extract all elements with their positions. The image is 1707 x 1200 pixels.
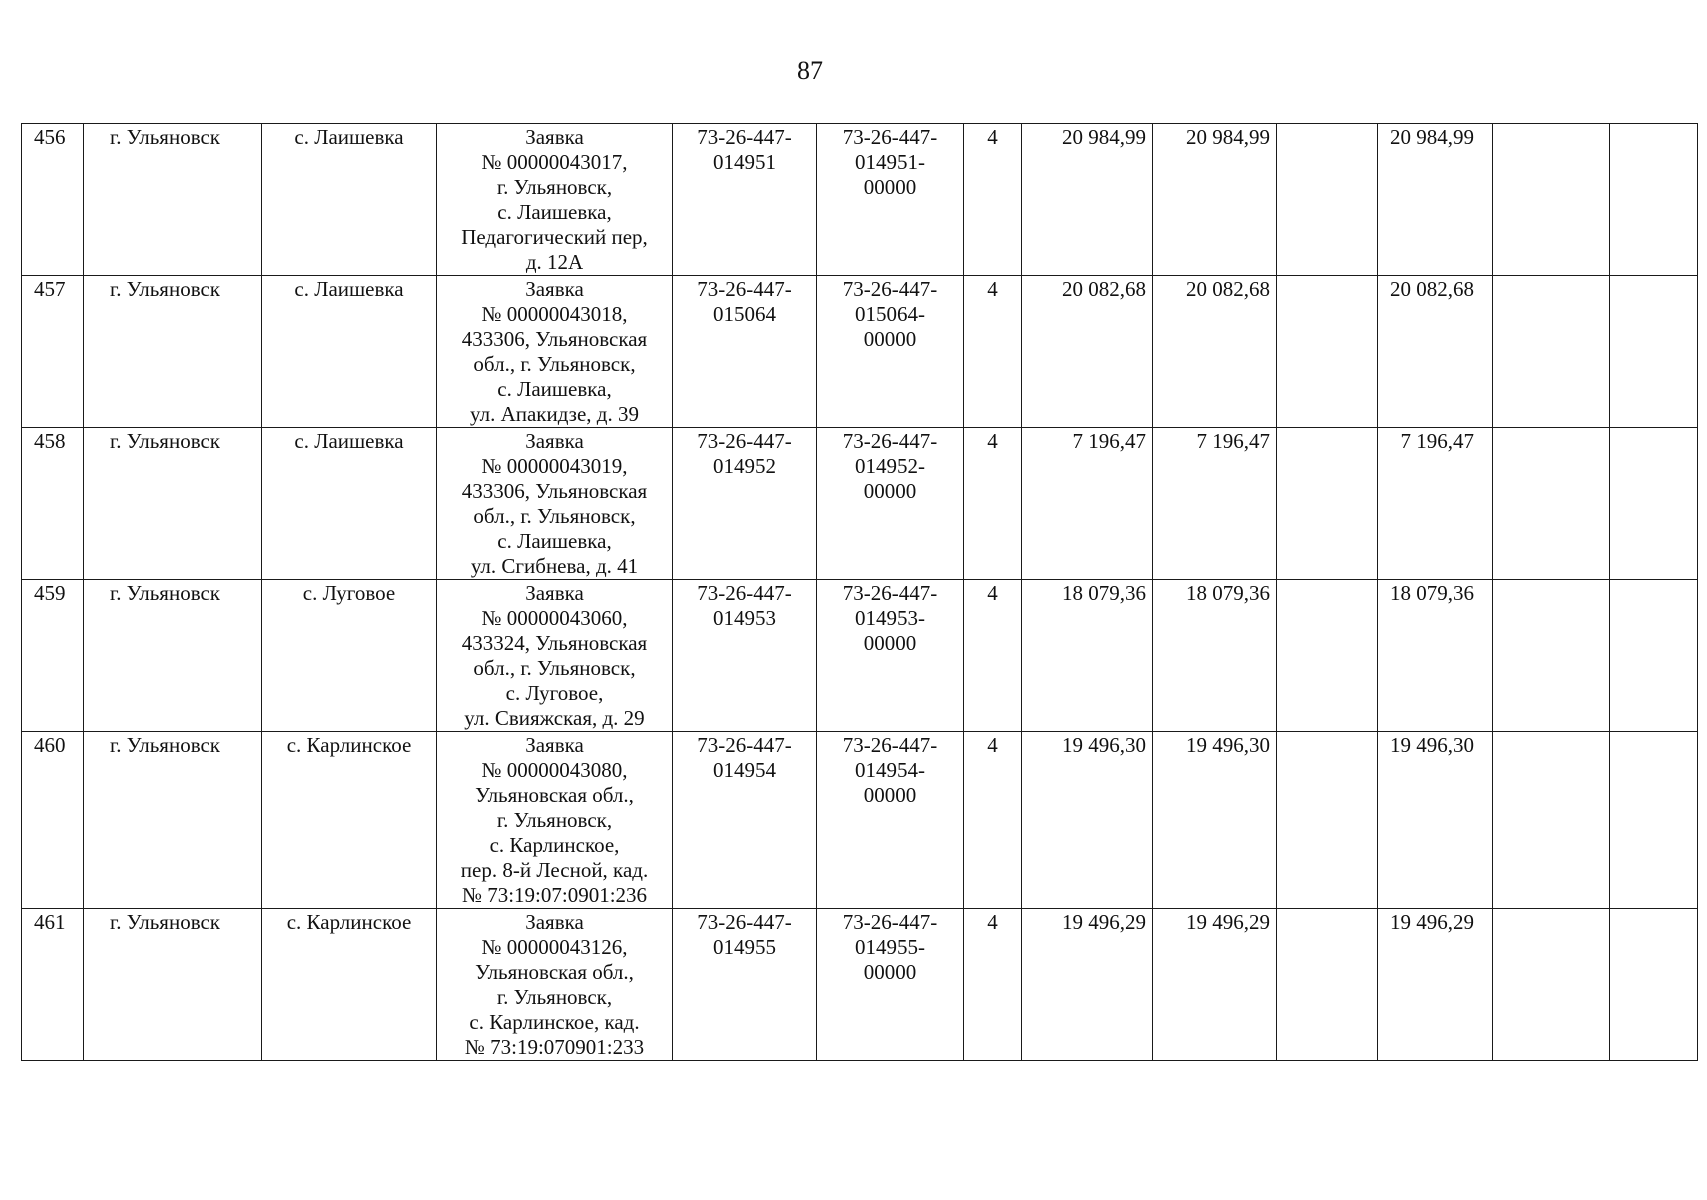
application-line: г. Ульяновск, bbox=[496, 985, 613, 1009]
code-line: 00000 bbox=[863, 631, 917, 655]
code-line: 73-26-447- bbox=[697, 581, 792, 605]
table-row bbox=[22, 428, 1698, 580]
application-line: с. Лаишевка, bbox=[497, 377, 612, 401]
page-number: 87 bbox=[797, 56, 823, 85]
code-line: 00000 bbox=[863, 327, 917, 351]
code-line: 73-26-447- bbox=[697, 733, 792, 757]
application-line: с. Карлинское, кад. bbox=[469, 1010, 640, 1034]
application-line: 433306, Ульяновская bbox=[461, 479, 648, 503]
code-cell bbox=[673, 732, 817, 909]
settlement-cell: с. Лаишевка bbox=[262, 428, 437, 580]
application-line: ул. Сгибнева, д. 41 bbox=[470, 554, 639, 578]
code-line: 014955 bbox=[713, 935, 776, 959]
code-line: 73-26-447- bbox=[842, 429, 938, 453]
application-line: № 00000043060, bbox=[481, 606, 628, 630]
application-line: д. 12А bbox=[525, 250, 584, 274]
code-line: 73-26-447- bbox=[697, 429, 792, 453]
empty-cell bbox=[1610, 428, 1698, 580]
settlement-cell: с. Лаишевка bbox=[262, 276, 437, 428]
code-line: 73-26-447- bbox=[697, 277, 792, 301]
full-code-cell bbox=[817, 276, 964, 428]
empty-cell bbox=[1610, 909, 1698, 1061]
application-line: Заявка bbox=[525, 581, 584, 605]
application-line: г. Ульяновск, bbox=[496, 175, 613, 199]
empty-cell bbox=[1610, 580, 1698, 732]
amount-cell: 18 079,36 bbox=[1153, 580, 1277, 732]
application-cell bbox=[437, 428, 673, 580]
application-line: № 00000043126, bbox=[481, 935, 628, 959]
application-line: г. Ульяновск, bbox=[496, 808, 613, 832]
amount-cell: 19 496,30 bbox=[1153, 732, 1277, 909]
quantity-cell: 4 bbox=[964, 580, 1022, 732]
register-table bbox=[21, 123, 1698, 1061]
application-line: Заявка bbox=[525, 733, 584, 757]
application-line: № 00000043080, bbox=[481, 758, 628, 782]
code-line: 014951 bbox=[713, 150, 776, 174]
code-line: 00000 bbox=[863, 960, 917, 984]
application-line: Педагогический пер, bbox=[461, 225, 648, 249]
amount-cell: 7 196,47 bbox=[1153, 428, 1277, 580]
application-line: Заявка bbox=[525, 125, 584, 149]
total-cell: 7 196,47 bbox=[1378, 428, 1493, 580]
empty-cell bbox=[1493, 732, 1610, 909]
application-line: 433324, Ульяновская bbox=[461, 631, 648, 655]
table-row bbox=[22, 580, 1698, 732]
code-line: 014954- bbox=[855, 758, 925, 782]
code-line: 73-26-447- bbox=[842, 733, 938, 757]
application-line: с. Карлинское, bbox=[489, 833, 620, 857]
total-cell: 19 496,29 bbox=[1378, 909, 1493, 1061]
empty-cell bbox=[1493, 124, 1610, 276]
application-line: № 00000043017, bbox=[481, 150, 628, 174]
application-line: с. Луговое, bbox=[505, 681, 604, 705]
amount-cell: 20 984,99 bbox=[1153, 124, 1277, 276]
empty-cell bbox=[1493, 580, 1610, 732]
application-cell bbox=[437, 276, 673, 428]
application-line: Ульяновская обл., bbox=[475, 960, 634, 984]
application-cell bbox=[437, 580, 673, 732]
amount-cell: 20 082,68 bbox=[1153, 276, 1277, 428]
code-cell bbox=[673, 580, 817, 732]
amount-cell bbox=[1277, 276, 1378, 428]
quantity-cell: 4 bbox=[964, 124, 1022, 276]
application-cell bbox=[437, 124, 673, 276]
city-cell: г. Ульяновск bbox=[84, 428, 262, 580]
application-line: пер. 8-й Лесной, кад. bbox=[460, 858, 649, 882]
quantity-cell: 4 bbox=[964, 909, 1022, 1061]
code-line: 00000 bbox=[863, 175, 917, 199]
application-cell bbox=[437, 909, 673, 1061]
full-code-cell bbox=[817, 909, 964, 1061]
row-number: 456 bbox=[22, 124, 84, 276]
application-line: с. Лаишевка, bbox=[497, 200, 612, 224]
full-code-cell bbox=[817, 732, 964, 909]
row-number: 457 bbox=[22, 276, 84, 428]
code-cell bbox=[673, 124, 817, 276]
total-cell: 20 984,99 bbox=[1378, 124, 1493, 276]
application-line: ул. Свияжская, д. 29 bbox=[464, 706, 645, 730]
quantity-cell: 4 bbox=[964, 732, 1022, 909]
amount-cell: 20 984,99 bbox=[1022, 124, 1153, 276]
amount-cell: 7 196,47 bbox=[1022, 428, 1153, 580]
amount-cell: 18 079,36 bbox=[1022, 580, 1153, 732]
application-line: ул. Апакидзе, д. 39 bbox=[470, 402, 639, 426]
full-code-cell bbox=[817, 580, 964, 732]
empty-cell bbox=[1493, 428, 1610, 580]
code-cell bbox=[673, 276, 817, 428]
amount-cell bbox=[1277, 732, 1378, 909]
table-row bbox=[22, 909, 1698, 1061]
row-number: 460 bbox=[22, 732, 84, 909]
row-number: 461 bbox=[22, 909, 84, 1061]
application-line: № 73:19:070901:233 bbox=[464, 1035, 645, 1059]
application-line: Ульяновская обл., bbox=[475, 783, 634, 807]
code-line: 73-26-447- bbox=[697, 125, 792, 149]
application-line: Заявка bbox=[525, 277, 584, 301]
city-cell: г. Ульяновск bbox=[84, 732, 262, 909]
code-line: 014951- bbox=[855, 150, 925, 174]
application-line: Заявка bbox=[525, 910, 584, 934]
table-row bbox=[22, 732, 1698, 909]
amount-cell bbox=[1277, 428, 1378, 580]
amount-cell: 19 496,29 bbox=[1153, 909, 1277, 1061]
application-line: обл., г. Ульяновск, bbox=[473, 656, 636, 680]
code-line: 015064 bbox=[713, 302, 776, 326]
code-line: 73-26-447- bbox=[842, 581, 938, 605]
amount-cell bbox=[1277, 580, 1378, 732]
city-cell: г. Ульяновск bbox=[84, 909, 262, 1061]
empty-cell bbox=[1610, 124, 1698, 276]
code-cell bbox=[673, 909, 817, 1061]
city-cell: г. Ульяновск bbox=[84, 124, 262, 276]
full-code-cell bbox=[817, 428, 964, 580]
application-line: № 73:19:07:0901:236 bbox=[461, 883, 648, 907]
code-cell bbox=[673, 428, 817, 580]
code-line: 014952 bbox=[713, 454, 776, 478]
row-number: 458 bbox=[22, 428, 84, 580]
full-code-cell bbox=[817, 124, 964, 276]
amount-cell bbox=[1277, 124, 1378, 276]
settlement-cell: с. Луговое bbox=[262, 580, 437, 732]
code-line: 00000 bbox=[863, 479, 917, 503]
code-line: 014952- bbox=[855, 454, 925, 478]
application-line: с. Лаишевка, bbox=[497, 529, 612, 553]
code-line: 014954 bbox=[713, 758, 776, 782]
code-line: 014953 bbox=[713, 606, 776, 630]
amount-cell: 20 082,68 bbox=[1022, 276, 1153, 428]
code-line: 014953- bbox=[855, 606, 925, 630]
code-line: 014955- bbox=[855, 935, 925, 959]
total-cell: 20 082,68 bbox=[1378, 276, 1493, 428]
application-line: Заявка bbox=[525, 429, 584, 453]
empty-cell bbox=[1493, 276, 1610, 428]
empty-cell bbox=[1493, 909, 1610, 1061]
code-line: 015064- bbox=[855, 302, 925, 326]
settlement-cell: с. Карлинское bbox=[262, 732, 437, 909]
city-cell: г. Ульяновск bbox=[84, 580, 262, 732]
settlement-cell: с. Лаишевка bbox=[262, 124, 437, 276]
application-line: № 00000043018, bbox=[481, 302, 628, 326]
city-cell: г. Ульяновск bbox=[84, 276, 262, 428]
total-cell: 19 496,30 bbox=[1378, 732, 1493, 909]
code-line: 73-26-447- bbox=[842, 125, 938, 149]
total-cell: 18 079,36 bbox=[1378, 580, 1493, 732]
row-number: 459 bbox=[22, 580, 84, 732]
application-line: № 00000043019, bbox=[481, 454, 628, 478]
amount-cell bbox=[1277, 909, 1378, 1061]
quantity-cell: 4 bbox=[964, 276, 1022, 428]
application-cell bbox=[437, 732, 673, 909]
settlement-cell: с. Карлинское bbox=[262, 909, 437, 1061]
application-line: 433306, Ульяновская bbox=[461, 327, 648, 351]
application-line: обл., г. Ульяновск, bbox=[473, 504, 636, 528]
empty-cell bbox=[1610, 276, 1698, 428]
code-line: 00000 bbox=[863, 783, 917, 807]
application-line: обл., г. Ульяновск, bbox=[473, 352, 636, 376]
table-row bbox=[22, 276, 1698, 428]
code-line: 73-26-447- bbox=[697, 910, 792, 934]
quantity-cell: 4 bbox=[964, 428, 1022, 580]
empty-cell bbox=[1610, 732, 1698, 909]
table-row bbox=[22, 124, 1698, 276]
amount-cell: 19 496,30 bbox=[1022, 732, 1153, 909]
amount-cell: 19 496,29 bbox=[1022, 909, 1153, 1061]
code-line: 73-26-447- bbox=[842, 277, 938, 301]
code-line: 73-26-447- bbox=[842, 910, 938, 934]
